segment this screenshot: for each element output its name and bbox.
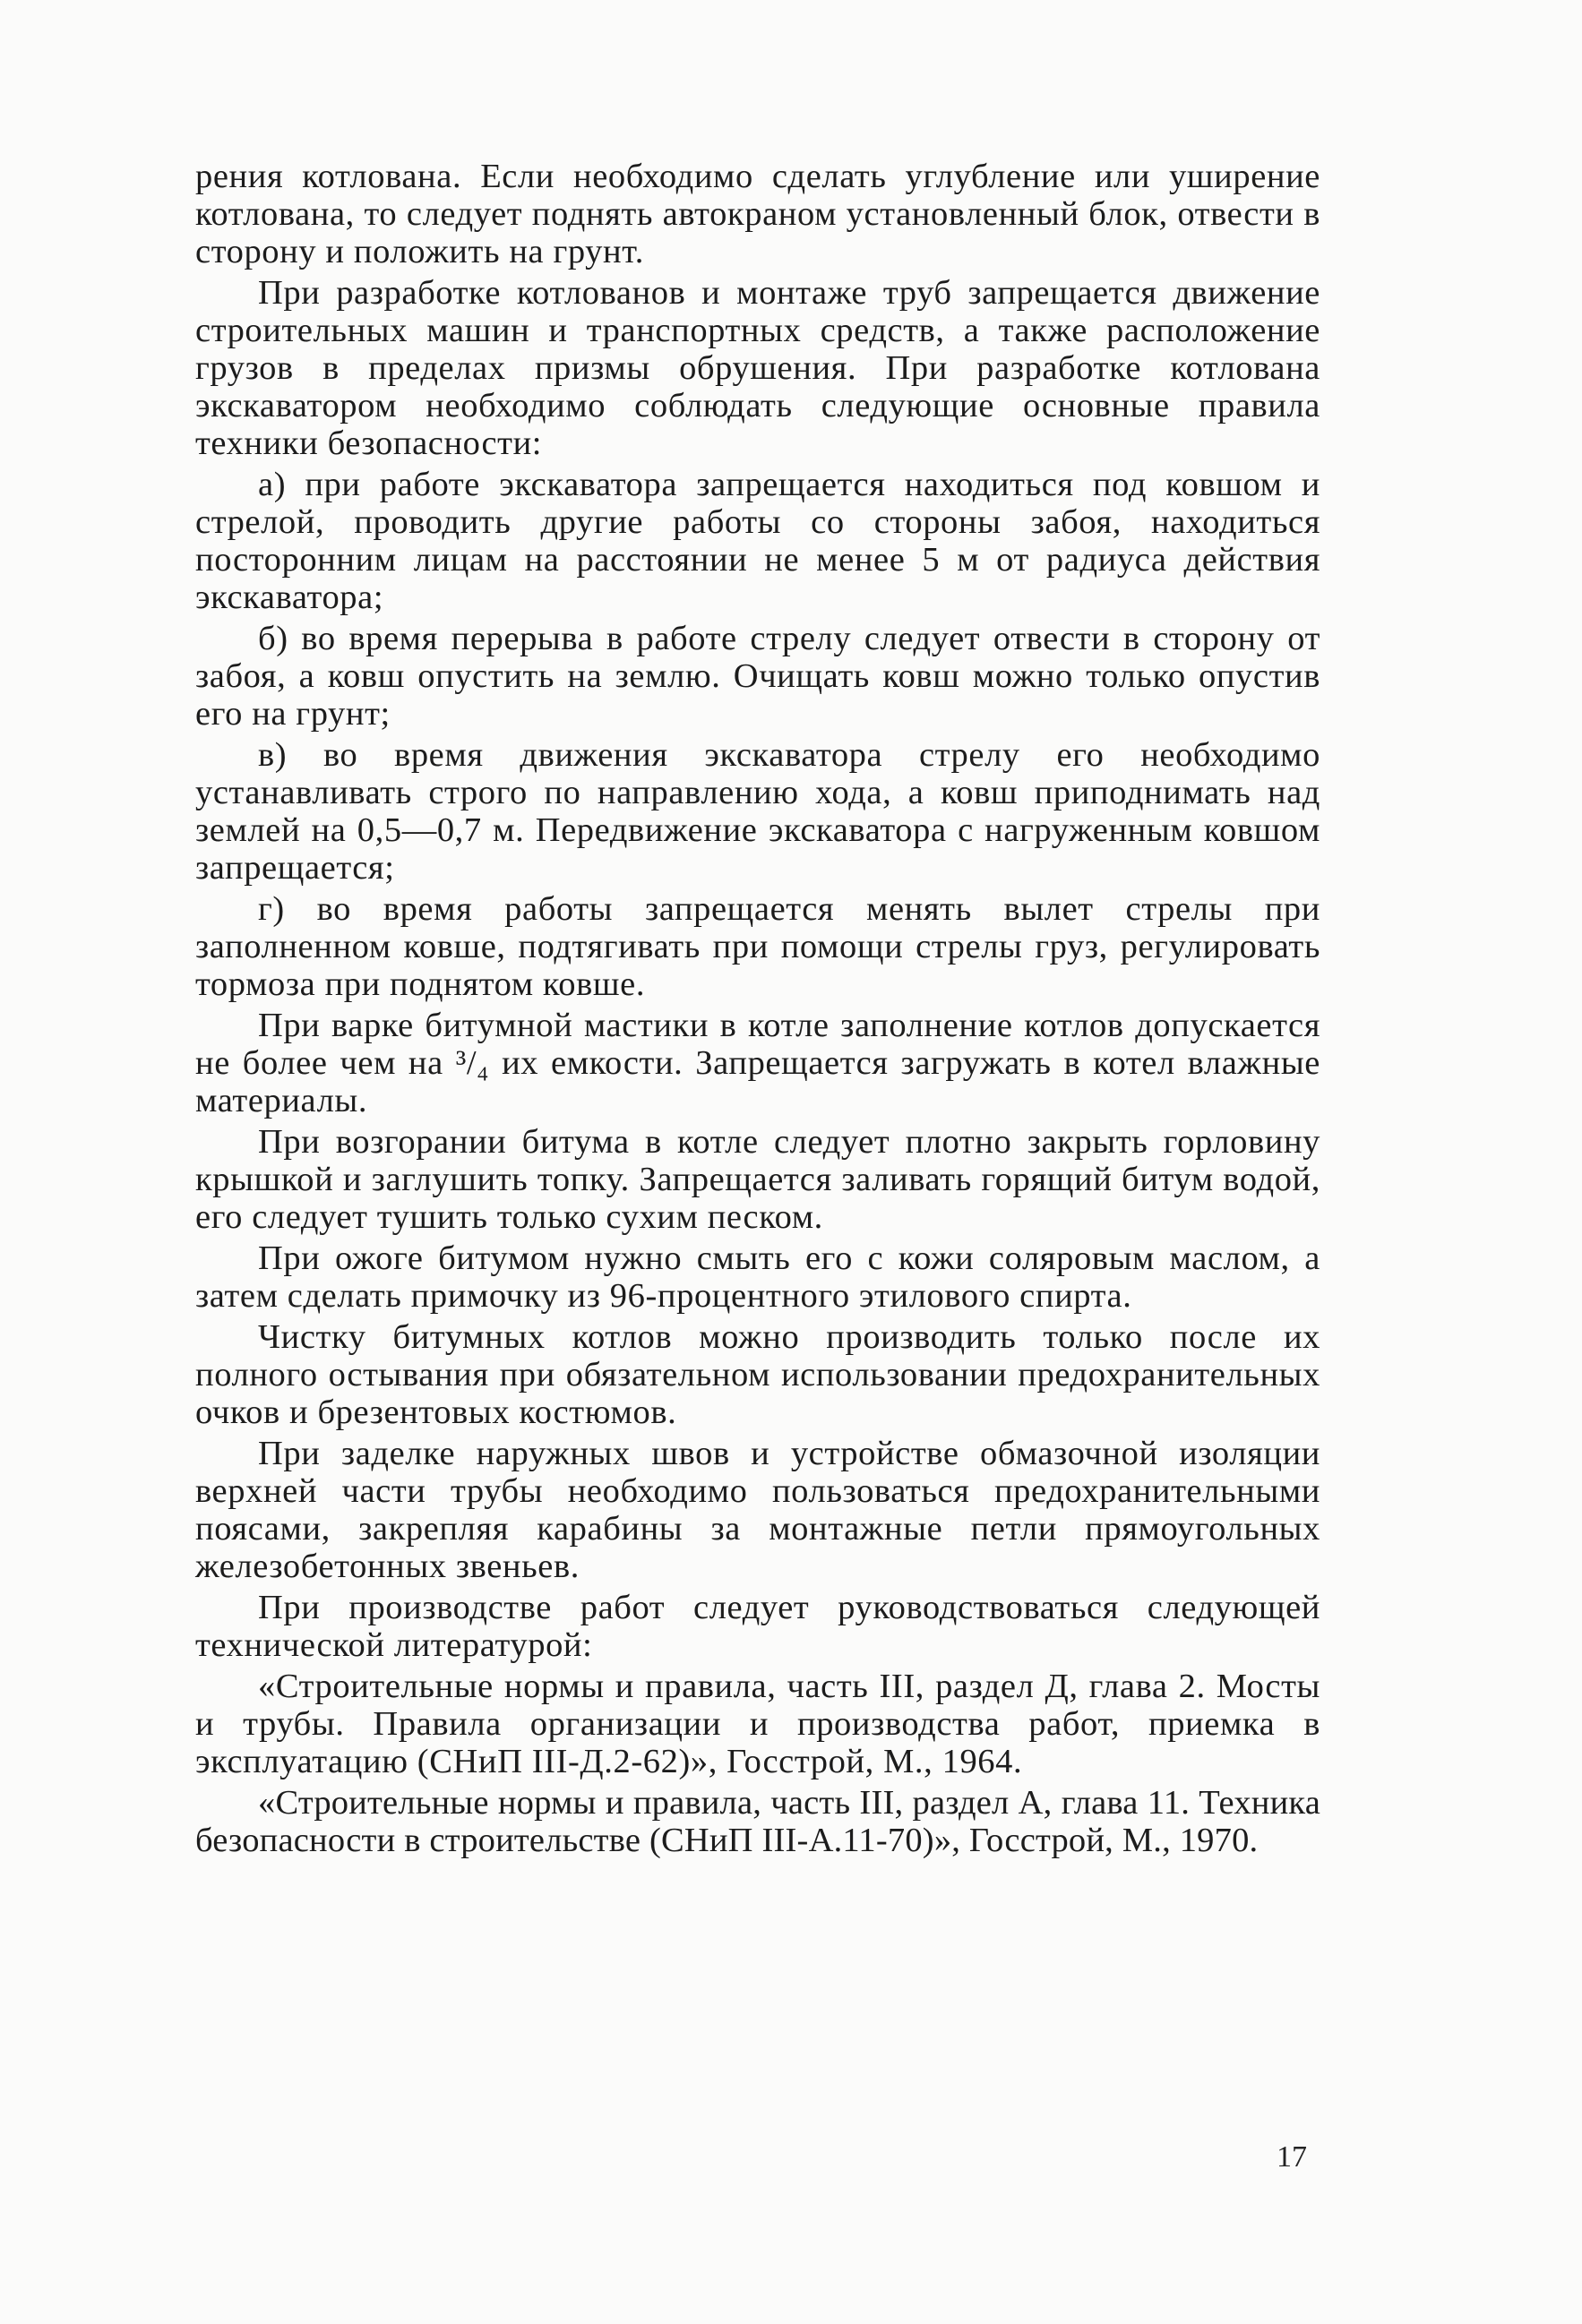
paragraph-boiler-cleaning: Чистку битумных котлов можно производить только после их полного остывания при обязательном использовании предохранительных очков и брезентовых костюмов. [195, 1318, 1320, 1431]
body-text [195, 158, 1320, 1863]
paragraph-excavation-rules: При разработке котлованов и монтаже труб запрещается движение строительных машин и транспортных средств, а также расположение грузов в пределах призмы обрушения. При разработке котлована экскаватором необходимо соблюдать следующие основные правила техники безопасности: [195, 274, 1320, 462]
paragraph-bitumen-fire: При возгорании битума в котле следует плотно закрыть горловину крышкой и заглушить топку. Запрещается заливать горящий битум водой, его следует тушить только сухим песком. [195, 1123, 1320, 1236]
paragraph-literature-intro: При производстве работ следует руководствоваться следующей технической литературой: [195, 1589, 1320, 1664]
list-item-v: в) во время движения экскаватора стрелу его необходимо устанавливать строго по направлению хода, а ковш приподнимать над землей на 0,5—0,7 м. Передвижение экскаватора с нагруженным ковшом запрещается; [195, 736, 1320, 887]
paragraph-continuation: рения котлована. Если необходимо сделать углубление или уширение котлована, то следует поднять автокраном установленный блок, отвести в сторону и положить на грунт. [195, 158, 1320, 270]
paragraph-bitumen-mastic: При варке битумной мастики в котле заполнение котлов допускается не более чем на ³/₄ их емкости. Запрещается загружать в котел влажные материалы. [195, 1007, 1320, 1119]
list-item-b: б) во время перерыва в работе стрелу следует отвести в сторону от забоя, а ковш опустить на землю. Очищать ковш можно только опустив его на грунт; [195, 620, 1320, 733]
list-item-g: г) во время работы запрещается менять вылет стрелы при заполненном ковше, подтягивать при помощи стрелы груз, регулировать тормоза при поднятом ковше. [195, 890, 1320, 1003]
paragraph-bitumen-burn: При ожоге битумом нужно смыть его с кожи соляровым маслом, а затем сделать примочку из 96-процентного этилового спирта. [195, 1239, 1320, 1315]
page-number: 17 [1277, 2140, 1307, 2174]
reference-snip-d2: «Строительные нормы и правила, часть III, раздел Д, глава 2. Мосты и трубы. Правила организации и производства работ, приемка в эксплуатацию (СНиП III-Д.2-62)», Госстрой, М., 1964. [195, 1668, 1320, 1780]
list-item-a: а) при работе экскаватора запрещается находиться под ковшом и стрелой, проводить другие работы со стороны забоя, находиться посторонним лицам на расстоянии не менее 5 м от радиуса действия экскаватора; [195, 466, 1320, 616]
paragraph-seam-sealing: При заделке наружных швов и устройстве обмазочной изоляции верхней части трубы необходимо пользоваться предохранительными поясами, закрепляя карабины за монтажные петли прямоугольных железобетонных звеньев. [195, 1435, 1320, 1585]
reference-snip-a11: «Строительные нормы и правила, часть III, раздел А, глава 11. Техника безопасности в строительстве (СНиП III-А.11-70)», Госстрой, М., 1970. [195, 1784, 1320, 1859]
